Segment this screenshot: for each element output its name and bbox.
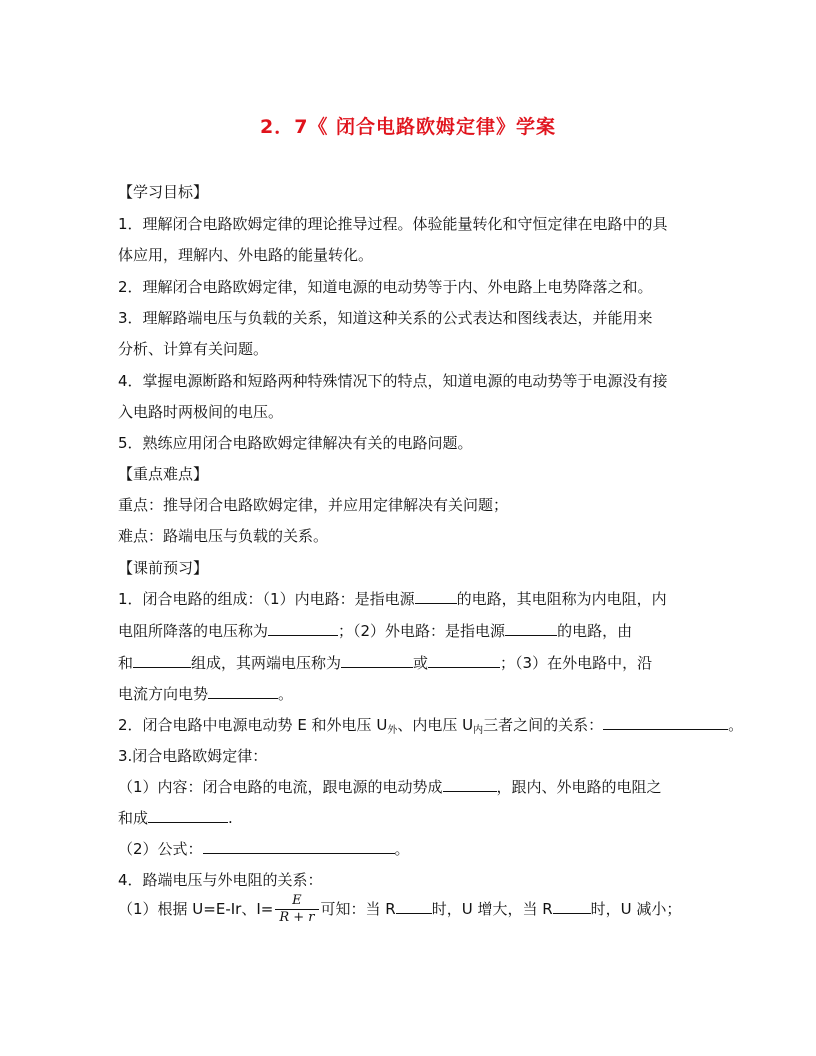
- goals-heading: 【学习目标】: [118, 183, 209, 201]
- fill-blank[interactable]: [415, 588, 457, 604]
- goal-4-line-1: 4．掌握电源断路和短路两种特殊情况下的特点，知道电源的电动势等于电源没有接: [118, 372, 668, 390]
- goal-1-line-1: 1．理解闭合电路欧姆定律的理论推导过程。体验能量转化和守恒定律在电路中的具: [118, 215, 668, 233]
- goal-2: 2．理解闭合电路欧姆定律，知道电源的电动势等于内、外电路上电势降落之和。: [118, 278, 653, 296]
- fill-blank[interactable]: [208, 683, 278, 699]
- q3-text-e: （2）公式：: [118, 840, 203, 858]
- question-3-line-1: [118, 776, 662, 797]
- preview-heading: 【课前预习】: [118, 559, 209, 577]
- key-heading: 【重点难点】: [118, 465, 209, 483]
- q1-text-f: 和: [118, 654, 134, 672]
- fill-blank[interactable]: [148, 807, 228, 823]
- q3-text-f: 。: [394, 840, 410, 858]
- question-1-line-1: [118, 588, 667, 609]
- goal-1-line-2: 体应用，理解内、外电路的能量转化。: [118, 246, 374, 264]
- q2-text-a: 2．闭合电路中电源电动势 E 和外电压 U: [118, 716, 388, 734]
- q1-text-c: 电阻所降落的电压称为: [118, 622, 269, 640]
- question-4-line-1: [118, 893, 681, 926]
- q2-text-b: 、内电压 U: [397, 716, 474, 734]
- difficult-point: 难点：路端电压与负载的关系。: [118, 527, 329, 545]
- fill-blank[interactable]: [505, 620, 557, 636]
- subscript-out: 外: [387, 725, 398, 736]
- goal-3-line-2: 分析、计算有关问题。: [118, 340, 269, 358]
- q3-text-c: 和成: [118, 809, 149, 827]
- q3-text-a: （1）内容：闭合电路的电流，跟电源的电动势成: [118, 778, 443, 796]
- q1-text-g: 组成，其两端电压称为: [191, 654, 342, 672]
- q1-text-e: 的电路，由: [557, 622, 633, 640]
- fill-blank[interactable]: [396, 898, 432, 914]
- q4-text-d: 时，U 减小；: [590, 900, 682, 918]
- fill-blank[interactable]: [268, 620, 338, 636]
- goal-4-line-2: 入电路时两极间的电压。: [118, 403, 284, 421]
- fill-blank[interactable]: [553, 898, 591, 914]
- document-title: 2．7《 闭合电路欧姆定律》学案: [259, 116, 557, 138]
- fill-blank[interactable]: [133, 652, 191, 668]
- subscript-in: 内: [473, 725, 484, 736]
- q3-text-d: .: [228, 809, 233, 827]
- q1-text-d: ；（2）外电路：是指电源: [338, 622, 506, 640]
- q2-text-d: 。: [728, 716, 744, 734]
- question-3-heading: 3.闭合电路欧姆定律：: [118, 747, 268, 765]
- q4-text-a: （1）根据 U=E-Ir、I=: [118, 900, 274, 918]
- fraction-numerator: E: [275, 893, 318, 910]
- fill-blank[interactable]: [341, 652, 413, 668]
- q4-text-c: 时，U 增大，当 R: [431, 900, 553, 918]
- formula-fraction: [275, 893, 318, 926]
- q1-text-k: 。: [278, 685, 294, 703]
- key-point: 重点：推导闭合电路欧姆定律，并应用定律解决有关问题；: [118, 496, 509, 514]
- question-1-line-4: [118, 683, 293, 704]
- question-2: [118, 714, 743, 736]
- question-4-heading: 4．路端电压与外电阻的关系：: [118, 871, 323, 889]
- q1-text-b: 的电路，其电阻称为内电阻，内: [456, 590, 667, 608]
- q4-text-b: 可知：当 R: [320, 900, 396, 918]
- q3-text-b: ，跟内、外电路的电阻之: [496, 778, 662, 796]
- q2-text-c: 三者之间的关系：: [483, 716, 604, 734]
- fill-blank[interactable]: [428, 652, 500, 668]
- goal-3-line-1: 3．理解路端电压与负载的关系，知道这种关系的公式表达和图线表达，并能用来: [118, 309, 653, 327]
- question-1-line-3: [118, 652, 652, 673]
- q1-text-h: 或: [413, 654, 429, 672]
- q1-text-j: 电流方向电势: [118, 685, 209, 703]
- question-3-line-2: [118, 807, 233, 828]
- goal-5: 5．熟练应用闭合电路欧姆定律解决有关的电路问题。: [118, 434, 473, 452]
- q1-text-i: ；（3）在外电路中，沿: [500, 654, 653, 672]
- q1-text-a: 1．闭合电路的组成：（1）内电路：是指电源: [118, 590, 415, 608]
- fill-blank[interactable]: [603, 714, 728, 730]
- fill-blank[interactable]: [203, 838, 395, 854]
- question-1-line-2: [118, 620, 632, 641]
- fill-blank[interactable]: [443, 776, 497, 792]
- question-3-line-3: [118, 838, 410, 859]
- fraction-denominator: R + r: [279, 910, 315, 925]
